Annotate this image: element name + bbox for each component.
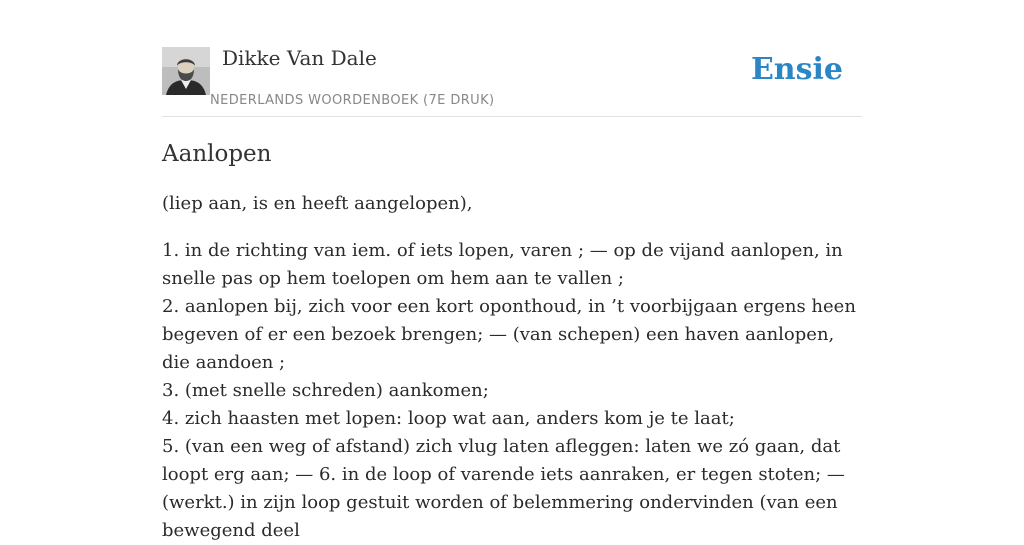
portrait-image [162,47,210,95]
entry-title: Aanlopen [162,141,272,167]
author-name[interactable]: Dikke Van Dale [222,46,377,70]
source-label[interactable]: NEDERLANDS WOORDENBOEK (7E DRUK) [210,93,495,108]
page-header [162,46,862,117]
definition-sense: 5. (van een weg of afstand) zich vlug laten afleggen: laten we zó gaan, dat loopt erg aan; — 6. in de loop of varende iets aanraken, er tegen stoten; — (werkt.) in zijn loop gestuit worden of belemmering ondervinden (van een bewegend deel [162,436,845,541]
definition-sense: 1. in de richting van iem. of iets lopen, varen ; — op de vijand aanlopen, in snelle pas op hem toelopen om hem aan te vallen ; [162,240,843,289]
definition-sense: 2. aanlopen bij, zich voor een kort oponthoud, in ’t voorbijgaan ergens heen begeven of er een bezoek brengen; — (van schepen) een haven aanlopen, die aandoen ; [162,296,856,373]
definition-sense: 3. (met snelle schreden) aankomen; [162,380,489,401]
entry-content [162,138,862,545]
entry-definition [162,237,862,545]
author-avatar[interactable] [162,47,210,95]
ensie-logo-link[interactable]: Ensie [750,52,843,87]
entry-grammar: (liep aan, is en heeft aangelopen), [162,193,473,214]
definition-sense: 4. zich haasten met lopen: loop wat aan, anders kom je te laat; [162,408,735,429]
